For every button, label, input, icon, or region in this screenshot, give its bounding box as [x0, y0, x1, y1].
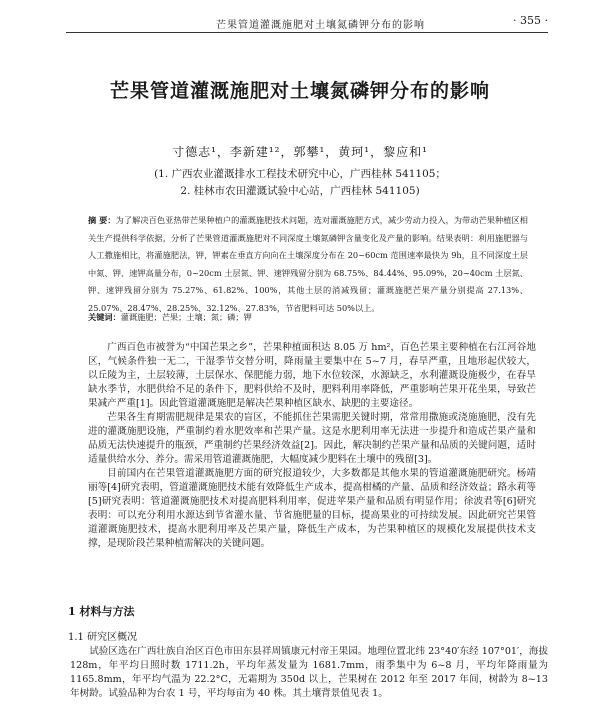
- section-heading: 1 材料与方法: [68, 605, 135, 618]
- paragraph: 试验区选在广西壮族自治区百色市田东县祥周镇康元村帝王果园。地理位置北纬 23°40′东经 107°01′，海拔 128m，年平均日照时数 1711.2h，平均年蒸发量为 1681.7mm，雨季集中为 6~8 月，平均年降雨量为 1165.8mm，年平均气温为 22.2°C，无霜期为 350d 以上，芒果树在 2012 年至 2017 年间，树龄为 8~13 年树龄。试验品种为台农 1 号，平均每亩为 40 株。其土壤背景值见表 1。: [70, 646, 548, 699]
- abstract-text: 为了解决百色亚热带芒果种植户的灌溉施肥技术问题，选对灌溉施肥方式，减少劳动力投入，为带动芒果种植区相关生产提供科学依据，分析了芒果管道灌溉施肥对不同深度土壤氮磷钾含量变化及产量的影响。结果表明：利用施肥器与人工撒施相比，将灌施肥法，钾，钾素在垂直方向向在土壤深度分布在 20~60cm 范围速率最快为 9h，且不同深度土层中氮、钾、速钾高量分布，0~20cm 土层氮、钾、速钾残留分别为 68.75%、84.44%、95.09%，20~40cm 土层氮、钾、速钾残留分别为 75.27%、61.82%、100%，其他土层的消减残留；灌溉施肥芒果产量分别提高 27.13%、25.07%、28.47%、28.25%、32.12%、27.83%，节省肥料可达 50%以上。: [88, 215, 528, 313]
- abstract: [88, 212, 528, 317]
- keywords-text: 灌溉施肥；芒果；土壤；氮；磷；钾: [120, 312, 252, 322]
- methods-text: [70, 645, 548, 701]
- paragraph: 目前国内在芒果管道灌溉施肥方面的研究报道较少，大多数都是其他水果的管道灌溉施肥研究。杨靖丽等[4]研究表明，管道灌溉施肥技术能有效降低生产成本，提高柑橘的产量、品质和经济效益；路永莉等[5]研究表明：管道灌溉施肥技术对提高肥料利用率，促进苹果产量和品质有明显作用；徐波君等[6]研究表明：可以充分利用水源达到节省灌水量、节省施肥量的目标，提高果业的可持续发展。因此研究芒果管道灌溉施肥技术，提高水肥利用率及芒果产量，降低生产成本，为芒果种植区的规模化发展提供技术支撑，是现阶段芒果种植需解决的关键问题。: [88, 468, 536, 549]
- page-number: · 355 ·: [513, 14, 548, 27]
- keywords: [88, 312, 528, 323]
- affiliation-2: 2. 桂林市农田灌溉试验中心站，广西桂林 541105): [180, 185, 420, 197]
- running-head: 芒果管道灌溉施肥对土壤氮磷钾分布的影响: [216, 20, 425, 31]
- keywords-label: 关键词：: [88, 312, 121, 322]
- author-list: 寸德志¹，李新建¹²，郭攀¹，黄珂¹，黎应和¹: [172, 145, 428, 159]
- paper-title: 芒果管道灌溉施肥对土壤氮磷钾分布的影响: [109, 80, 490, 102]
- paragraph: 广西百色市被誉为“中国芒果之乡”，芒果种植面积达 8.05 万 hm²，百色芒果主要种植在右江河谷地区，气候条件独一无二，干湿季节交替分明，降雨量主要集中在 5~7 月，春旱严重，且地形起伏较大，以丘陵为主，土层较薄，土层保水、保肥能力弱，地下水位较深，水源缺乏，水利灌溉设施极少，在春旱缺水季节，水肥供给不足的条件下，肥料供给不及时，肥料利用率降低，严重影响芒果开花坐果，导致芒果减产严重[1]。因此管道灌溉施肥是解决芒果种植区缺水、缺肥的主要途径。: [88, 342, 536, 409]
- introduction: [88, 341, 536, 551]
- abstract-label: 摘 要：: [88, 215, 116, 225]
- page-header: [66, 14, 548, 33]
- subsection-heading: 1.1 研究区概况: [68, 632, 138, 643]
- paragraph: 芒果各生育期需肥规律是果农的盲区，不能抓住芒果需肥关键时期，常常用撒施或浇施施肥，没有先进的灌溉施肥设施，严重制约着水肥效率和芒果产量。这是水肥利用率无法进一步提升和造成芒果产量和品质无法快速提升的瓶颈，严重制约芒果经济效益[2]。因此，解决制约芒果产量和品质的关键问题，适时适量供给水分、养分。需采用管道灌溉施肥，大幅度减少肥料在土壤中的残留[3]。: [88, 412, 536, 465]
- affiliation-1: (1. 广西农业灌溉排水工程技术研究中心，广西桂林 541105；: [154, 168, 446, 180]
